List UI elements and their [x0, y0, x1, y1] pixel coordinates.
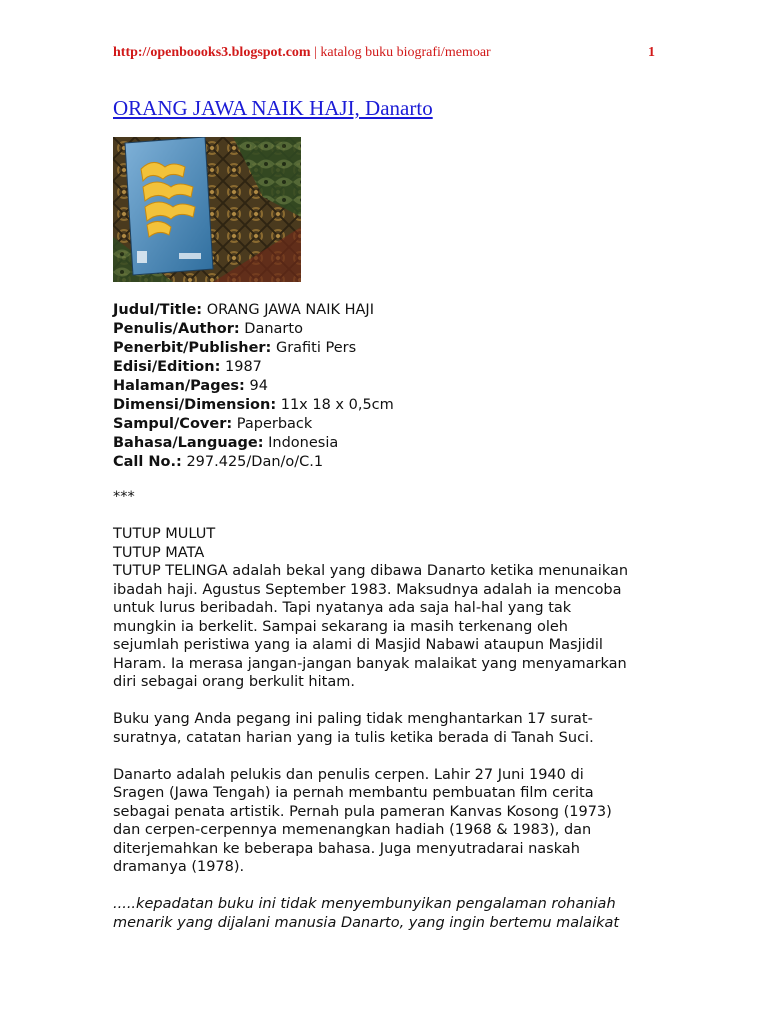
meta-value: Danarto [244, 321, 303, 337]
meta-value: 1987 [225, 359, 262, 375]
meta-label: Edisi/Edition: [113, 359, 221, 375]
text-line: sebagai penata artistik. Pernah pula pameran Kanvas Kosong (1973) [113, 803, 612, 820]
meta-callno-row [113, 453, 394, 472]
paragraph-1 [113, 525, 658, 692]
text-line: mungkin ia berkelit. Sampai sekarang ia masih terkenang oleh [113, 618, 568, 635]
text-line: Buku yang Anda pegang ini paling tidak menghantarkan 17 surat- [113, 711, 593, 727]
meta-cover-row [113, 415, 394, 434]
text-line: Sragen (Jawa Tengah) ia pernah membantu pembuatan film cerita [113, 785, 594, 801]
separator-stars [113, 488, 658, 507]
blog-url-link[interactable]: http://openboooks3.blogspot.com [113, 45, 311, 60]
stars-line: *** [113, 489, 135, 505]
meta-label: Dimensi/Dimension: [113, 397, 277, 413]
text-line: dan cerpen-cerpennya memenangkan hadiah (1968 & 1983), dan [113, 822, 592, 838]
book-metadata [113, 301, 394, 472]
meta-author-row [113, 320, 394, 339]
meta-value: ORANG JAWA NAIK HAJI [206, 302, 374, 318]
page-number: 1 [648, 45, 655, 60]
paragraph-quote [113, 895, 658, 932]
text-line: ibadah haji. Agustus September 1983. Maksudnya adalah ia mencoba [113, 581, 622, 598]
text-line: .....kepadatan buku ini tidak menyembunyikan pengalaman rohaniah [113, 896, 616, 912]
meta-pages-row [113, 377, 394, 396]
meta-value: 11x 18 x 0,5cm [280, 397, 394, 413]
meta-edition-row [113, 358, 394, 377]
text-line: menarik yang dijalani manusia Danarto, yang ingin bertemu malaikat [113, 914, 620, 931]
text-line: Danarto adalah pelukis dan penulis cerpen. Lahir 27 Juni 1940 di [113, 766, 584, 783]
meta-value: 94 [249, 378, 268, 394]
meta-value: Paperback [236, 416, 313, 432]
meta-label: Call No.: [113, 454, 182, 470]
text-line: TUTUP MULUT [113, 526, 216, 542]
text-line: Haram. Ia merasa jangan-jangan banyak malaikat yang menyamarkan [113, 655, 627, 672]
meta-title-row [113, 301, 394, 320]
page-header [113, 45, 659, 65]
text-line: dramanya (1978). [113, 859, 245, 875]
meta-value: Grafiti Pers [275, 340, 357, 356]
paragraph-3 [113, 766, 658, 877]
text-line: diterjemahkan ke beberapa bahasa. Juga menyutradarai naskah [113, 840, 580, 857]
meta-language-row [113, 434, 394, 453]
meta-label: Sampul/Cover: [113, 416, 233, 432]
meta-value: Indonesia [268, 435, 339, 451]
meta-label: Penerbit/Publisher: [113, 340, 272, 356]
meta-label: Bahasa/Language: [113, 435, 264, 451]
meta-label: Penulis/Author: [113, 321, 240, 337]
text-line: sejumlah peristiwa yang ia alami di Masjid Nabawi ataupun Masjidil [113, 637, 603, 653]
book-description [113, 488, 658, 951]
meta-dimension-row [113, 396, 394, 415]
text-line: diri sebagai orang berkulit hitam. [113, 674, 355, 690]
meta-label: Halaman/Pages: [113, 378, 245, 394]
text-line: suratnya, catatan harian yang ia tulis ketika berada di Tanah Suci. [113, 729, 594, 746]
book-title-link[interactable]: ORANG JAWA NAIK HAJI, Danarto [113, 96, 433, 120]
meta-label: Judul/Title: [113, 302, 203, 318]
header-description: katalog buku biografi/memoar [320, 45, 491, 60]
paragraph-2 [113, 710, 658, 747]
text-line: TUTUP TELINGA adalah bekal yang dibawa Danarto ketika menunaikan [113, 563, 629, 579]
header-separator: | [310, 45, 321, 60]
meta-value: 297.425/Dan/o/C.1 [186, 454, 324, 470]
text-line: untuk lurus beribadah. Tapi nyatanya ada saja hal-hal yang tak [113, 600, 572, 616]
book-cover-photo [113, 137, 301, 282]
meta-publisher-row [113, 339, 394, 358]
text-line: TUTUP MATA [113, 544, 205, 561]
